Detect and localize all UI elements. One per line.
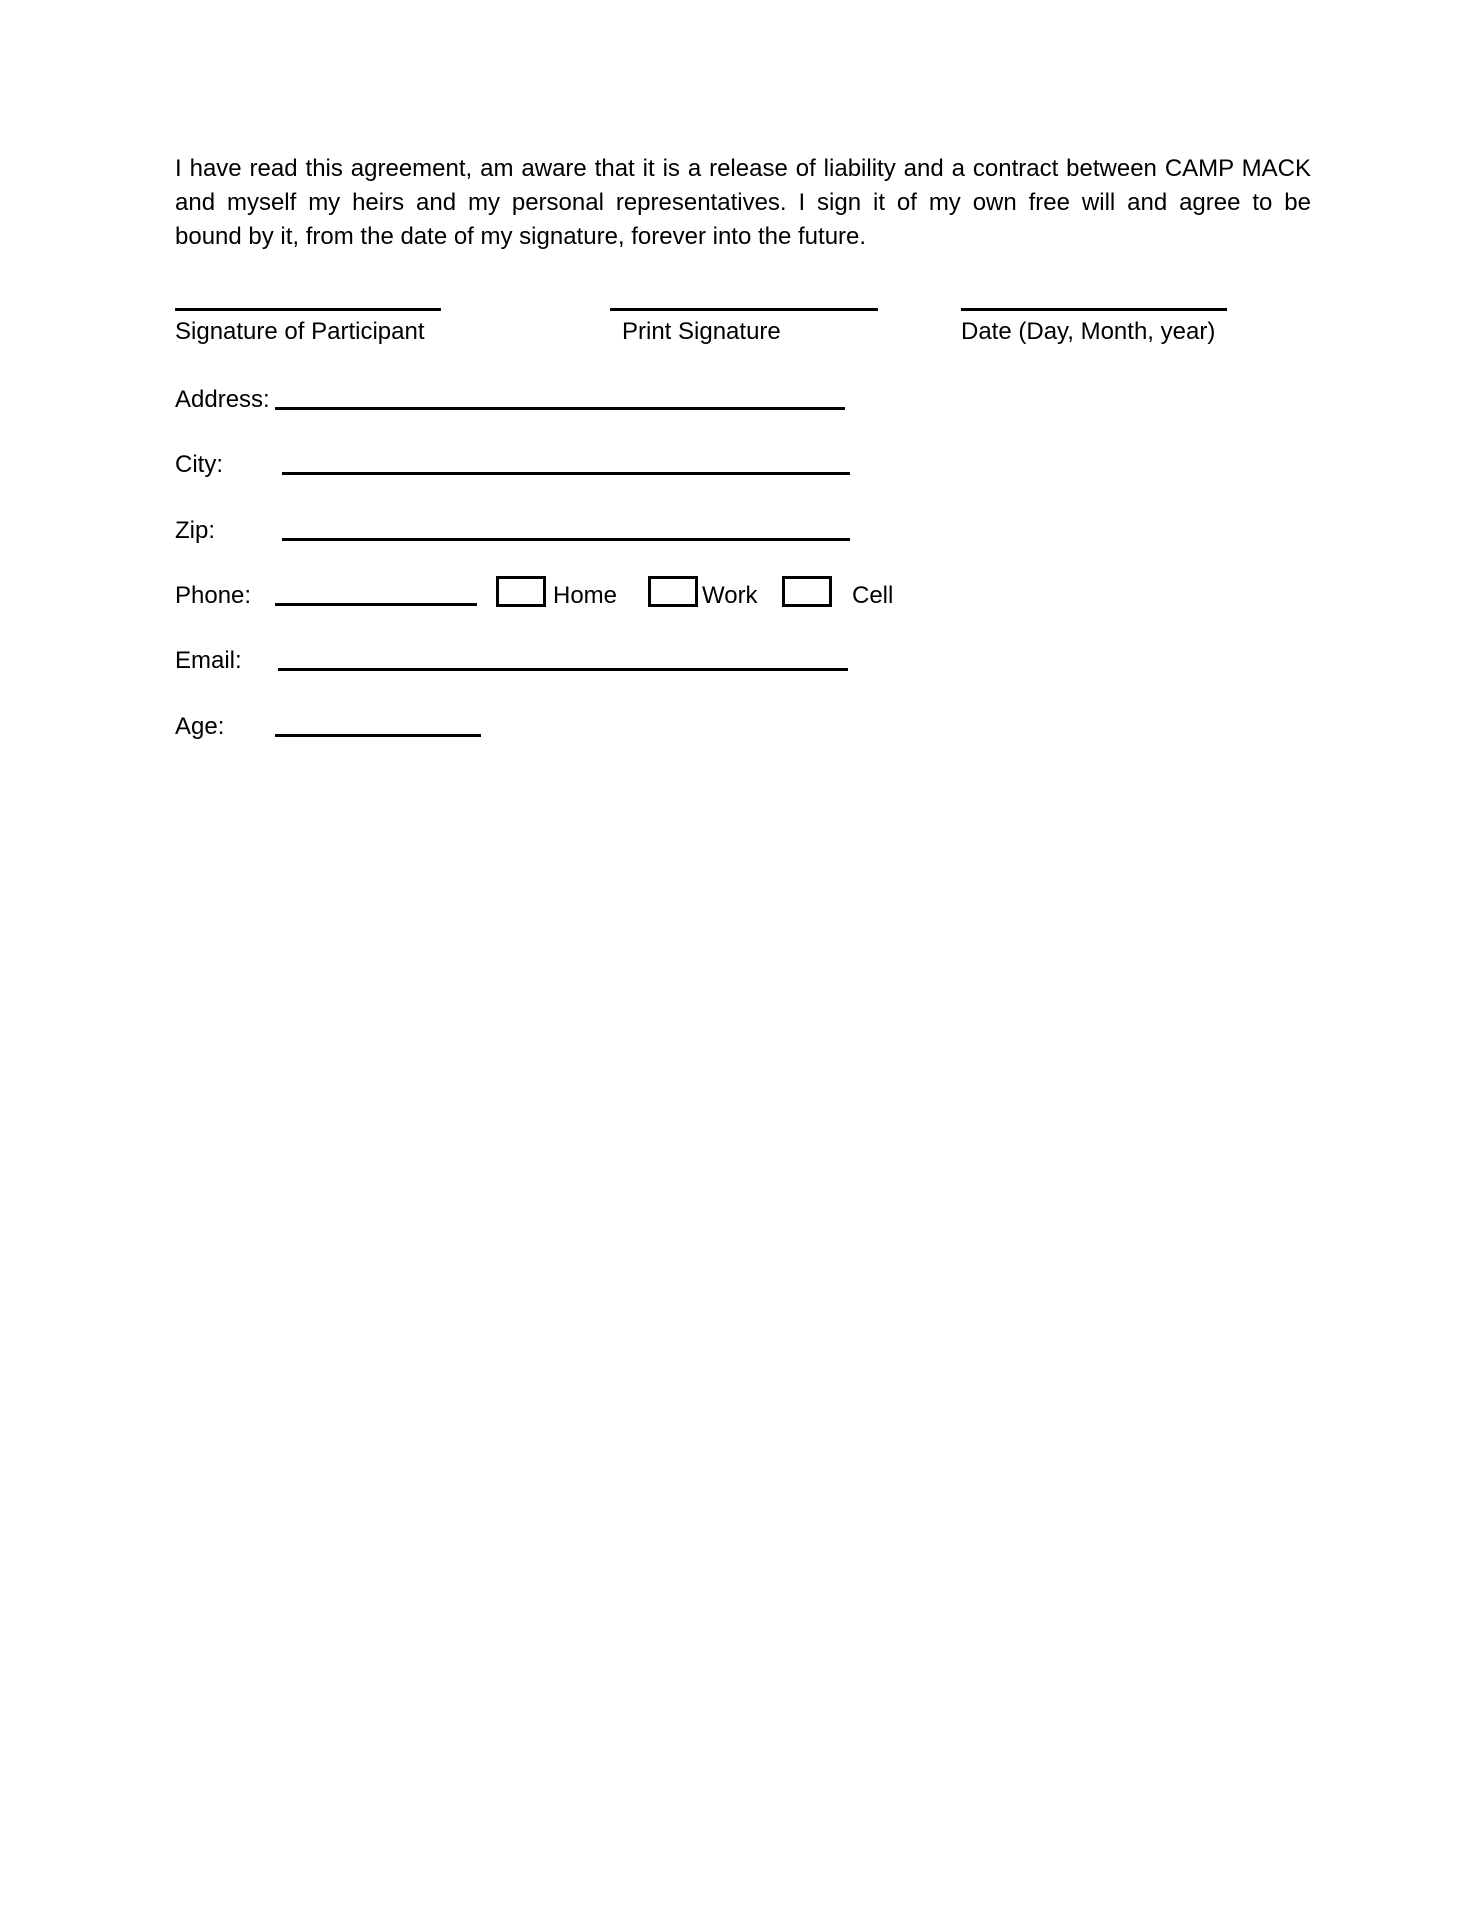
participant-signature-label: Signature of Participant bbox=[175, 318, 425, 345]
email-label: Email: bbox=[175, 647, 242, 674]
age-label: Age: bbox=[175, 713, 225, 740]
zip-label: Zip: bbox=[175, 517, 216, 544]
agreement-statement-line-1: I have read this agreement, am aware that it is a release of liability and a contract between CAMP MACK bbox=[175, 155, 1311, 182]
city-input-line[interactable] bbox=[282, 472, 850, 475]
participant-signature-block bbox=[175, 308, 441, 346]
city-label: City: bbox=[175, 451, 223, 478]
cell-phone-checkbox-label: Cell bbox=[852, 582, 894, 609]
cell-phone-checkbox[interactable] bbox=[782, 576, 832, 607]
date-signature-label: Date (Day, Month, year) bbox=[961, 318, 1216, 345]
agreement-statement-line-3: bound by it, from the date of my signature, forever into the future. bbox=[175, 223, 867, 250]
phone-label: Phone: bbox=[175, 582, 252, 609]
agreement-statement-paragraph bbox=[175, 152, 1311, 254]
date-signature-block bbox=[961, 308, 1227, 346]
home-phone-checkbox-label: Home bbox=[553, 582, 618, 609]
address-input-line[interactable] bbox=[275, 407, 845, 410]
work-phone-checkbox-label: Work bbox=[702, 582, 758, 609]
work-phone-checkbox[interactable] bbox=[648, 576, 698, 607]
print-signature-label: Print Signature bbox=[622, 318, 781, 345]
address-label: Address: bbox=[175, 386, 270, 413]
print-signature-block bbox=[610, 308, 878, 346]
age-input-line[interactable] bbox=[275, 734, 481, 737]
phone-input-line[interactable] bbox=[275, 603, 477, 606]
email-input-line[interactable] bbox=[278, 668, 848, 671]
home-phone-checkbox[interactable] bbox=[496, 576, 546, 607]
agreement-statement-line-2: and myself my heirs and my personal representatives. I sign it of my own free will and agree to be bbox=[175, 189, 1311, 216]
zip-input-line[interactable] bbox=[282, 538, 850, 541]
